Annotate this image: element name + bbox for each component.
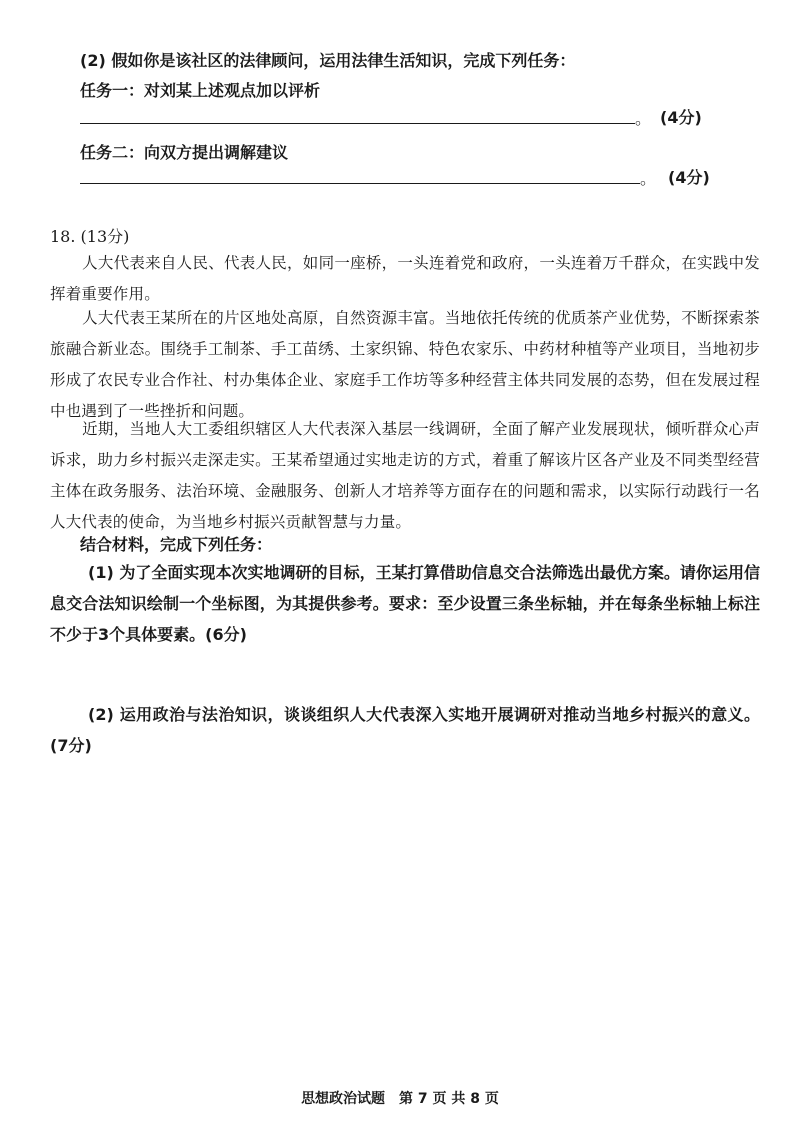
q18-paragraph-2-text: 人大代表王某所在的片区地处高原，自然资源丰富。当地依托传统的优质茶产业优势，不断探索茶旅融合新业态。围绕手工制茶、手工苗绣、土家织锦、特色农家乐、中药材种植等产业项目，当地初步形成了农民专业合作社、村办集体企业、家庭手工作坊等多种经营主体共同发展的态势，但在发展过程中也遇到了一些挫折和问题。	[50, 309, 760, 420]
q18-paragraph-3-text: 近期，当地人大工委组织辖区人大代表深入基层一线调研，全面了解产业发展现状，倾听群众心声诉求，助力乡村振兴走深走实。王某希望通过实地走访的方式，着重了解该片区各产业及不同类型经营主体在政务服务、法治环境、金融服务、创新人才培养等方面存在的问题和需求，以实际行动践行一名人大代表的使命，为当地乡村振兴贡献智慧与力量。	[50, 420, 760, 531]
q18-subtask-2-text: (2) 运用政治与法治知识，谈谈组织人大代表深入实地开展调研对推动当地乡村振兴的意义。(7分)	[50, 705, 760, 755]
task-2-score: (4分)	[668, 168, 710, 187]
task-2-label: 任务二：向双方提出调解建议	[80, 143, 289, 162]
q18-paragraph-2	[50, 303, 760, 427]
task-1-score: (4分)	[660, 108, 702, 127]
task-1-period: 。	[635, 109, 652, 128]
task-1-answer-line[interactable]	[80, 107, 651, 130]
q18-paragraph-1	[50, 248, 760, 310]
q18-paragraph-1-text: 人大代表来自人民、代表人民，如同一座桥，一头连着党和政府，一头连着万千群众，在实践中发挥着重要作用。	[50, 254, 760, 303]
task-2-period: 。	[640, 169, 657, 188]
task-1-label: 任务一：对刘某上述观点加以评析	[80, 81, 321, 100]
q18-instruction: 结合材料，完成下列任务：	[80, 535, 273, 554]
page-footer: 思想政治试题 第 7 页 共 8 页	[301, 1091, 499, 1107]
q18-subtask-1-text: (1) 为了全面实现本次实地调研的目标，王某打算借助信息交合法筛选出最优方案。请你运用信息交合法知识绘制一个坐标图，为其提供参考。要求：至少设置三条坐标轴，并在每条坐标轴上标注不少于3个具体要素。(6分)	[50, 563, 760, 644]
question-18-header: 18. (13分)	[50, 227, 130, 246]
task-2-answer-line[interactable]	[80, 167, 656, 190]
q18-subtask-1	[50, 557, 760, 650]
q18-paragraph-3	[50, 414, 760, 538]
q18-subtask-2	[50, 699, 760, 761]
question-2-prompt: (2) 假如你是该社区的法律顾问，运用法律生活知识，完成下列任务：	[80, 51, 576, 70]
